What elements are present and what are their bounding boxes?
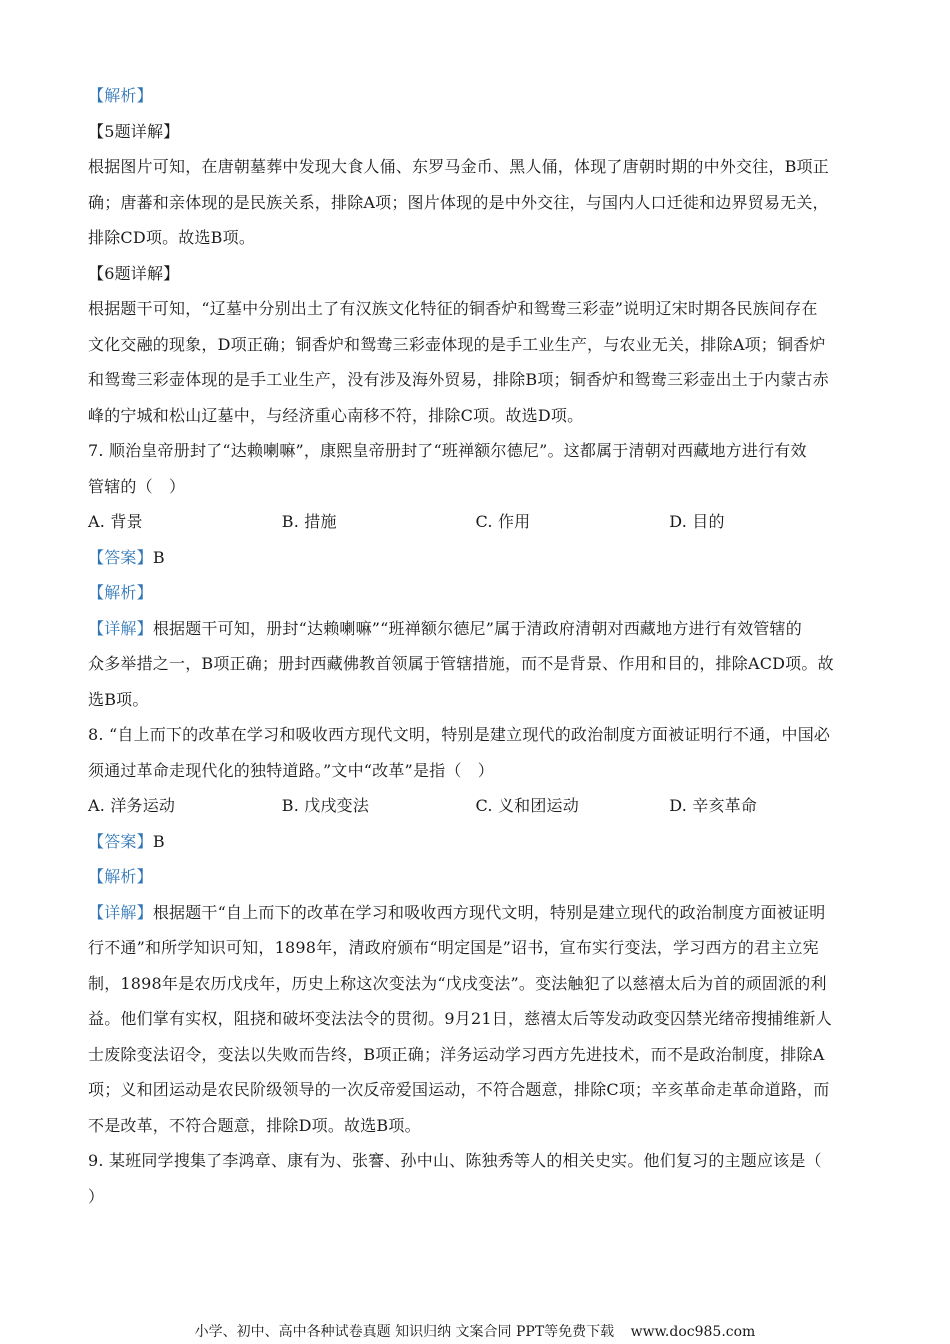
- paragraph-line: 不是改革，不符合题意，排除D项。故选B项。: [88, 1115, 421, 1135]
- paragraph-line: 行不通”和所学知识可知，1898年，清政府颁布“明定国是”诏书，宣布实行变法，学习西方的君主立宪: [88, 938, 819, 957]
- paragraph-line: 【详解】根据题干可知，册封“达赖喇嘛”“班禅额尔德尼”属于清政府清朝对西藏地方进行有效管辖的: [88, 618, 802, 638]
- option-c: C. 义和团运动: [475, 796, 579, 815]
- question-8-stem: 须通过革命走现代化的独特道路。”文中“改革”是指（ ）: [88, 760, 494, 780]
- paragraph-line: 益。他们掌有实权，阻挠和破坏变法法令的贯彻。9月21日，慈禧太后等发动政变囚禁光绪帝搜捕维新人: [88, 1009, 832, 1028]
- paragraph-line: 排除CD项。故选B项。: [88, 228, 256, 247]
- paragraph-line: 确；唐蕃和亲体现的是民族关系，排除A项；图片体现的是中外交往，与国内人口迁徙和边界贸易无关，: [88, 192, 829, 212]
- option-d: D. 辛亥革命: [669, 796, 758, 815]
- option-d: D. 目的: [669, 512, 725, 531]
- paragraph-line: 根据图片可知，在唐朝墓葬中发现大食人俑、东罗马金币、黑人俑，体现了唐朝时期的中外交往，B项正: [88, 157, 829, 176]
- question-8-stem: 8. “自上而下的改革在学习和吸收西方现代文明，特别是建立现代的政治制度方面被证明行不通，中国必: [88, 725, 831, 744]
- footer-url[interactable]: www.doc985.com: [630, 1324, 756, 1340]
- question-8-analysis: 【解析】: [88, 867, 153, 886]
- question-7-analysis: 【解析】: [88, 583, 153, 602]
- paragraph-line: 选B项。: [88, 689, 149, 709]
- option-a: A. 背景: [88, 512, 143, 531]
- option-c: C. 作用: [475, 512, 531, 531]
- q6-detail-heading: 【6题详解】: [88, 263, 180, 283]
- q5-detail-heading: 【5题详解】: [88, 121, 180, 141]
- question-7-stem: 管辖的（ ）: [88, 476, 186, 496]
- question-9-stem: 9. 某班同学搜集了李鸿章、康有为、张謇、孙中山、陈独秀等人的相关史实。他们复习的主题应该是（: [88, 1151, 822, 1170]
- paragraph-line: 根据题干可知，“辽墓中分别出土了有汉族文化特征的铜香炉和鸳鸯三彩壶”说明辽宋时期各民族间存在: [88, 299, 818, 318]
- option-a: A. 洋务运动: [88, 796, 176, 815]
- paragraph-line: 【详解】根据题干“自上而下的改革在学习和吸收西方现代文明，特别是建立现代的政治制度方面被证明: [88, 902, 826, 922]
- page-footer: [0, 1321, 950, 1341]
- paragraph-line: 项；义和团运动是农民阶级领导的一次反帝爱国运动，不符合题意，排除C项；辛亥革命走革命道路，而: [88, 1080, 830, 1099]
- option-b: B. 戊戌变法: [281, 796, 370, 815]
- question-7-options: [88, 504, 863, 540]
- document-body: [88, 78, 863, 1214]
- analysis-heading: 【解析】: [88, 86, 153, 105]
- paragraph-line: 文化交融的现象，D项正确；铜香炉和鸳鸯三彩壶体现的是手工业生产，与农业无关，排除A项；铜香炉: [88, 334, 826, 354]
- paragraph-line: 众多举措之一，B项正确；册封西藏佛教首领属于管辖措施，而不是背景、作用和目的，排除ACD项。故: [88, 654, 834, 673]
- paragraph-line: 制，1898年是农历戊戌年，历史上称这次变法为“戊戌变法”。变法触犯了以慈禧太后为首的顽固派的利: [88, 973, 827, 993]
- paragraph-line: 峰的宁城和松山辽墓中，与经济重心南移不符，排除C项。故选D项。: [88, 405, 584, 425]
- question-7-answer: 【答案】B: [88, 547, 165, 567]
- question-9-stem: ）: [88, 1186, 105, 1206]
- footer-text: 小学、初中、高中各种试卷真题 知识归纳 文案合同 PPT等免费下载: [194, 1324, 615, 1340]
- paragraph-line: 士废除变法诏令，变法以失败而告终，B项正确；洋务运动学习西方先进技术，而不是政治制度，排除A: [88, 1044, 825, 1064]
- option-b: B. 措施: [281, 512, 337, 531]
- question-8-answer: 【答案】B: [88, 831, 165, 851]
- question-8-options: [88, 788, 863, 824]
- question-7-stem: 7. 顺治皇帝册封了“达赖喇嘛”，康熙皇帝册封了“班禅额尔德尼”。这都属于清朝对西藏地方进行有效: [88, 441, 807, 460]
- paragraph-line: 和鸳鸯三彩壶体现的是手工业生产，没有涉及海外贸易，排除B项；铜香炉和鸳鸯三彩壶出土于内蒙古赤: [88, 370, 829, 389]
